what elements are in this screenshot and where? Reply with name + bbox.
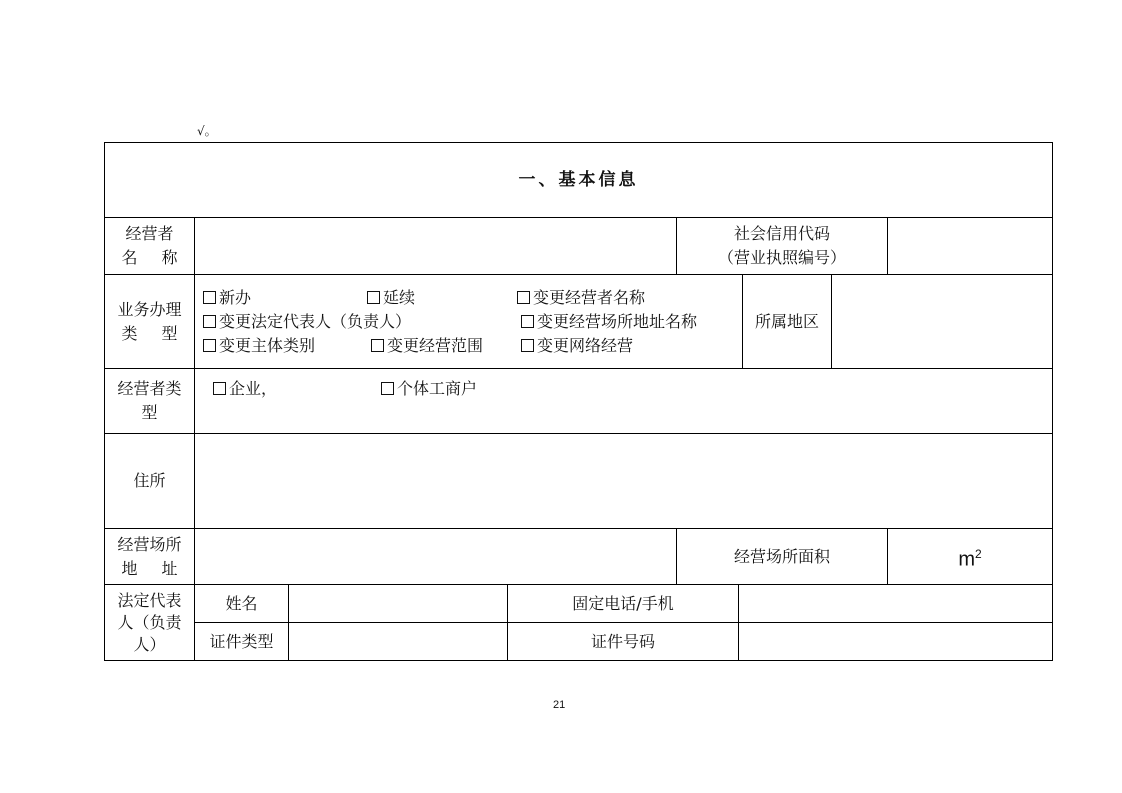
operator-name-label-line2: 名 称	[121, 248, 178, 267]
premises-address-field[interactable]	[195, 529, 677, 585]
checkbox-icon[interactable]	[521, 315, 534, 328]
checkbox-icon[interactable]	[371, 339, 384, 352]
checkbox-icon[interactable]	[203, 315, 216, 328]
checkbox-icon[interactable]	[203, 291, 216, 304]
legal-rep-label: 法定代表 人（负责 人）	[105, 585, 195, 660]
option-enterprise[interactable]: 企业，	[213, 377, 277, 401]
id-type-field[interactable]	[289, 623, 508, 660]
id-number-field[interactable]	[739, 623, 1052, 660]
option-renew[interactable]: 延续	[367, 286, 415, 310]
checkbox-icon[interactable]	[517, 291, 530, 304]
operator-name-label-line1: 经营者	[125, 224, 174, 243]
phone-field[interactable]	[739, 585, 1052, 623]
option-change-business-scope[interactable]: 变更经营范围	[371, 334, 483, 358]
business-type-options	[195, 275, 743, 369]
residence-field[interactable]	[195, 434, 1052, 529]
checkbox-icon[interactable]	[381, 382, 394, 395]
top-note: √。	[197, 124, 217, 138]
residence-label: 住所	[105, 434, 195, 529]
name-field[interactable]	[289, 585, 508, 623]
option-change-entity-category[interactable]: 变更主体类别	[203, 334, 315, 358]
premises-area-label: 经营场所面积	[677, 529, 888, 585]
phone-label: 固定电话/手机	[508, 585, 739, 623]
option-change-legal-rep[interactable]: 变更法定代表人（负责人）	[203, 310, 411, 334]
area-unit: $m^2$	[958, 546, 982, 571]
section-title: 一、基本信息	[105, 143, 1052, 218]
name-label: 姓名	[195, 585, 289, 623]
operator-type-label: 经营者类 型	[105, 369, 195, 434]
checkbox-icon[interactable]	[213, 382, 226, 395]
checkbox-icon[interactable]	[367, 291, 380, 304]
checkbox-icon[interactable]	[521, 339, 534, 352]
region-field[interactable]	[832, 275, 1052, 369]
checkbox-icon[interactable]	[203, 339, 216, 352]
operator-name-label	[105, 218, 195, 275]
operator-name-field[interactable]	[195, 218, 677, 275]
business-type-label: 业务办理 类 型	[105, 275, 195, 369]
region-label: 所属地区	[743, 275, 832, 369]
option-new[interactable]: 新办	[203, 286, 251, 310]
operator-type-options	[195, 369, 1052, 434]
option-change-premises-address[interactable]: 变更经营场所地址名称	[521, 310, 697, 334]
credit-code-label: 社会信用代码 （营业执照编号）	[677, 218, 888, 275]
credit-code-field[interactable]	[888, 218, 1052, 275]
id-number-label: 证件号码	[508, 623, 739, 660]
option-change-online-business[interactable]: 变更网络经营	[521, 334, 633, 358]
basic-info-form	[104, 142, 1053, 661]
premises-label: 经营场所 地 址	[105, 529, 195, 585]
option-individual-business[interactable]: 个体工商户	[381, 377, 477, 401]
premises-area-field[interactable]	[888, 529, 1052, 585]
id-type-label: 证件类型	[195, 623, 289, 660]
page-number: 21	[553, 699, 566, 711]
option-change-operator-name[interactable]: 变更经营者名称	[517, 286, 645, 310]
